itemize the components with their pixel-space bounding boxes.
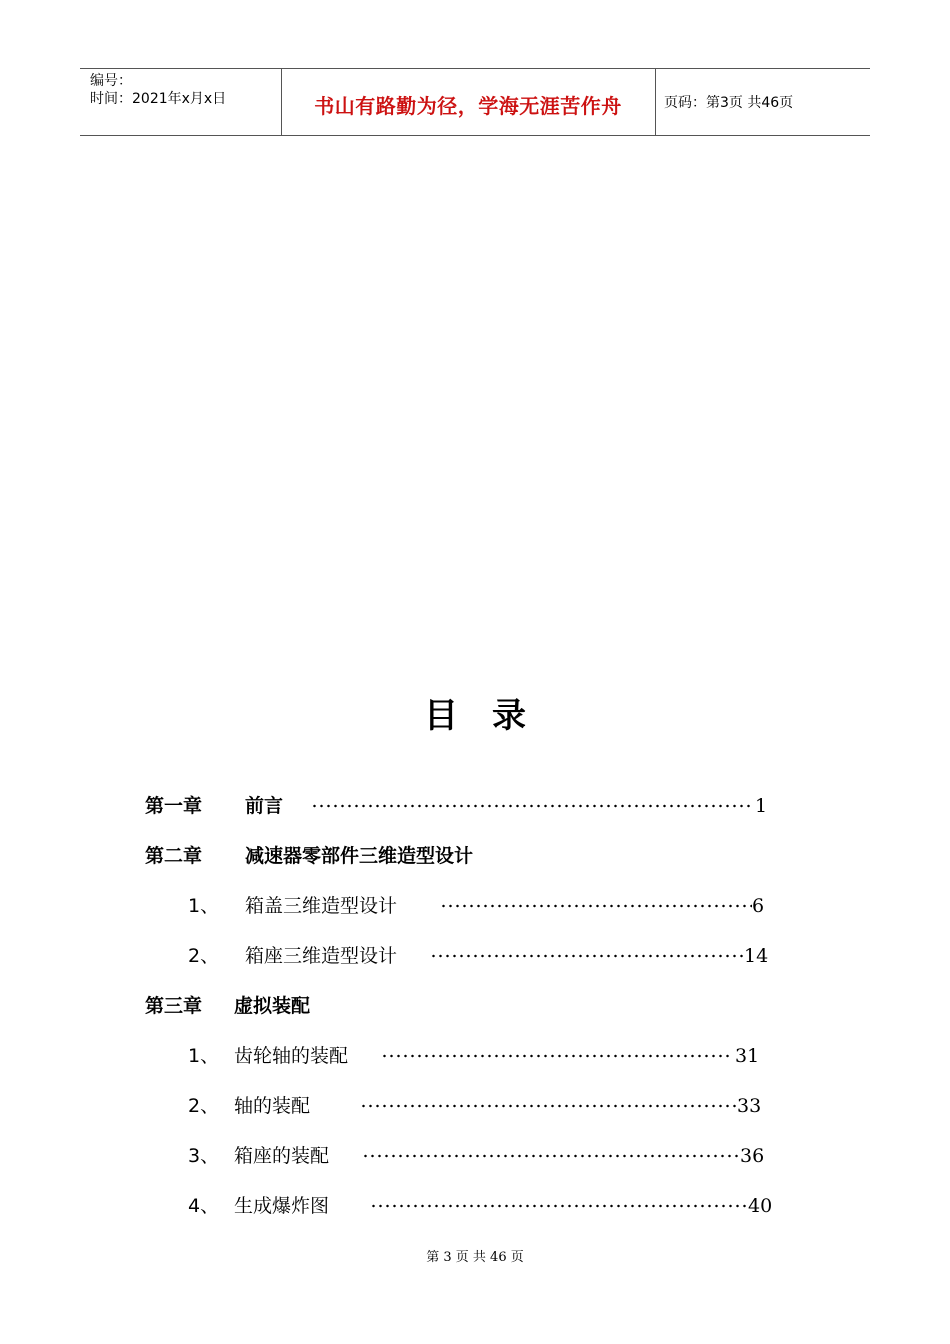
toc-dot-leader <box>311 804 751 808</box>
toc-section-2-1[interactable] <box>188 892 788 920</box>
toc-section-num: 1、 <box>188 895 220 917</box>
toc-section-title: 轴的装配 <box>234 1095 311 1117</box>
toc-title-char: 目 <box>424 696 458 736</box>
toc-section-title: 箱座的装配 <box>234 1145 330 1167</box>
toc-dot-leader <box>430 954 744 958</box>
toc-section-title: 箱座三维造型设计 <box>245 945 398 967</box>
toc-chapter-title: 减速器零部件三维造型设计 <box>245 845 474 867</box>
toc-chapter-num: 第二章 <box>145 845 203 867</box>
header-top-rule <box>80 68 870 69</box>
toc-section-3-1[interactable] <box>188 1042 788 1070</box>
toc-chapter-title: 前言 <box>245 795 284 817</box>
toc-title-char: 录 <box>492 696 526 736</box>
toc-dot-leader <box>440 904 752 908</box>
toc-page-number: 1 <box>755 795 768 817</box>
toc-section-2-2[interactable] <box>188 942 788 970</box>
toc-chapter-3[interactable] <box>145 992 770 1020</box>
toc-chapter-title: 虚拟装配 <box>234 995 311 1017</box>
toc-section-title: 生成爆炸图 <box>234 1195 330 1217</box>
toc-page-number: 33 <box>737 1095 762 1117</box>
header-page-info: 页码：第3页 共46页 <box>664 95 794 111</box>
toc-page-number: 14 <box>744 945 769 967</box>
toc-page-number: 6 <box>752 895 765 917</box>
toc-chapter-num: 第一章 <box>145 795 203 817</box>
toc-chapter-2[interactable] <box>145 842 770 870</box>
toc-dot-leader <box>360 1104 736 1108</box>
header-divider-right <box>655 68 656 135</box>
header-bottom-rule <box>80 135 870 136</box>
toc-page-number: 31 <box>735 1045 760 1067</box>
date-label: 时间：2021年x月x日 <box>90 91 227 107</box>
toc-title <box>0 688 950 737</box>
toc-section-num: 3、 <box>188 1145 220 1167</box>
toc-section-num: 2、 <box>188 945 220 967</box>
toc-section-3-3[interactable] <box>188 1142 788 1170</box>
toc-section-num: 1、 <box>188 1045 220 1067</box>
page-footer: 第 3 页 共 46 页 <box>426 1250 524 1265</box>
toc-chapter-num: 第三章 <box>145 995 203 1017</box>
toc-dot-leader <box>370 1204 746 1208</box>
toc-section-title: 箱盖三维造型设计 <box>245 895 398 917</box>
toc-section-3-4[interactable] <box>188 1192 788 1220</box>
serial-label: 编号： <box>90 73 132 89</box>
toc-dot-leader <box>362 1154 738 1158</box>
toc-section-title: 齿轮轴的装配 <box>234 1045 349 1067</box>
toc-chapter-1[interactable] <box>145 792 770 820</box>
toc-section-num: 2、 <box>188 1095 220 1117</box>
header-motto: 书山有路勤为径，学海无涯苦作舟 <box>314 94 622 118</box>
toc-page-number: 40 <box>748 1195 773 1217</box>
toc-section-num: 4、 <box>188 1195 220 1217</box>
toc-dot-leader <box>381 1054 733 1058</box>
toc-page-number: 36 <box>740 1145 765 1167</box>
toc-section-3-2[interactable] <box>188 1092 788 1120</box>
